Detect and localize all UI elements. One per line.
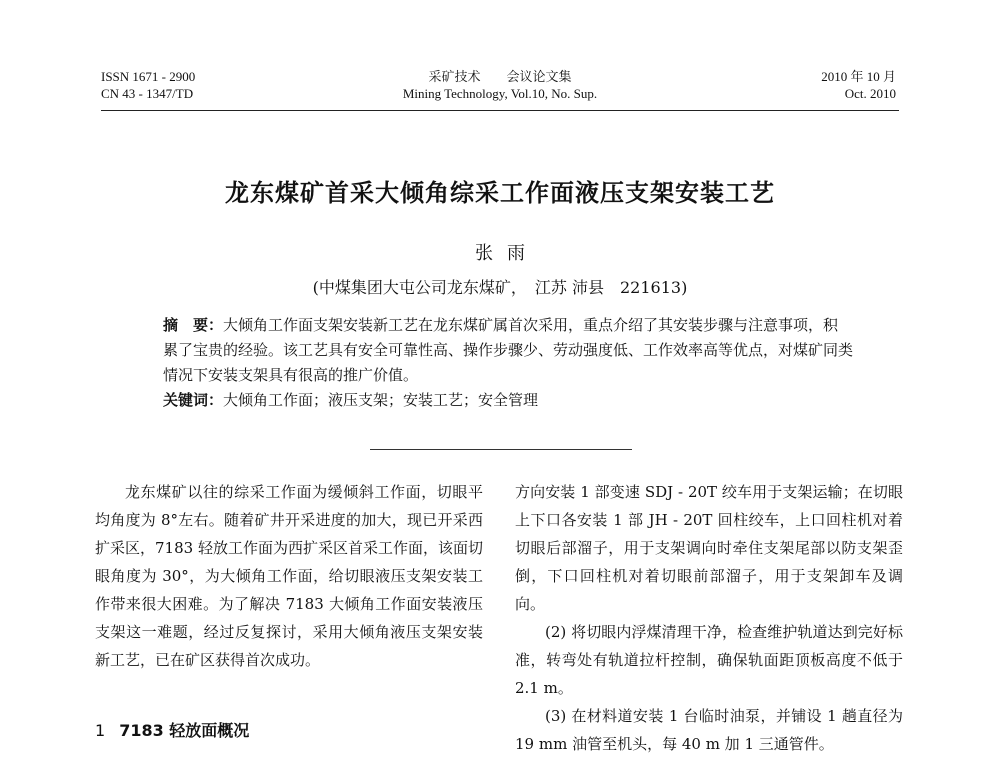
journal-codes (101, 68, 195, 102)
abstract (163, 313, 853, 388)
paragraph-1: 方向安装 1 部变速 SDJ - 20T 绞车用于支架运输；在切眼上下口各安装 1 部 JH - 20T 回柱绞车，上口回柱机对着切眼后部溜子，用于支架调向时牵住支架尾部以防支架歪倒，下口回柱机对着切眼前部溜子，用于支架卸车及调向。 (515, 483, 903, 613)
author-name: 张雨 (475, 243, 539, 264)
keywords (163, 388, 853, 413)
keywords-label: 关键词： (163, 391, 224, 409)
paragraph-2: (2) 将切眼内浮煤清理干净，检查维护轨道达到完好标准，转弯处有轨道拉杆控制，确保轨面距顶板高度不低于 2.1 m。 (515, 623, 903, 697)
section-number: 1 (95, 721, 106, 740)
abstract-text: 大倾角工作面支架安装新工艺在龙东煤矿属首次采用，重点介绍了其安装步骤与注意事项，积累了宝贵的经验。该工艺具有安全可靠性高、操作步骤少、劳动强度低、工作效率高等优点，对煤矿同类情况下安装支架具有很高的推广价值。 (163, 316, 854, 384)
intro-paragraph: 龙东煤矿以往的综采工作面为缓倾斜工作面，切眼平均角度为 8°左右。随着矿井开采进度的加大，现已开采西扩采区，7183 轻放工作面为西扩采区首采工作面，该面切眼角度为 30°，为大倾角工作面，给切眼液压支架安装工作带来很大困难。为了解决 7183 大倾角工作面安装液压支架这一难题，经过反复探讨，采用大倾角液压支架安装新工艺，已在矿区获得首次成功。 (95, 483, 483, 669)
journal-info (330, 68, 670, 102)
journal-name-en: Mining Technology, Vol.10, No. Sup. (402, 86, 598, 101)
publication-date (821, 68, 896, 102)
abstract-divider (370, 449, 632, 450)
abstract-label: 摘 要： (163, 316, 224, 334)
date-en: Oct. 2010 (844, 86, 896, 101)
paragraph-3: (3) 在材料道安装 1 台临时油泵，并铺设 1 趟直径为 19 mm 油管至机头，每 40 m 加 1 三通管件。 (515, 707, 903, 753)
abstract-block (163, 313, 853, 413)
issn-text: ISSN 1671 - 2900 (101, 69, 196, 84)
journal-name-cn: 采矿技术 会议论文集 (428, 69, 572, 84)
keywords-text: 大倾角工作面；液压支架；安装工艺；安全管理 (223, 391, 539, 409)
section-heading (95, 718, 249, 741)
section-title: 7183 轻放面概况 (119, 721, 250, 740)
date-cn: 2010 年 10 月 (821, 69, 896, 84)
left-column (95, 478, 483, 674)
affiliation: (中煤集团大屯公司龙东煤矿， 江苏 沛县 221613) (312, 278, 688, 297)
paper-title: 龙东煤矿首采大倾角综采工作面液压支架安装工艺 (225, 179, 775, 207)
right-column (515, 478, 903, 758)
header-divider (101, 110, 899, 111)
cn-text: CN 43 - 1347/TD (101, 86, 194, 101)
